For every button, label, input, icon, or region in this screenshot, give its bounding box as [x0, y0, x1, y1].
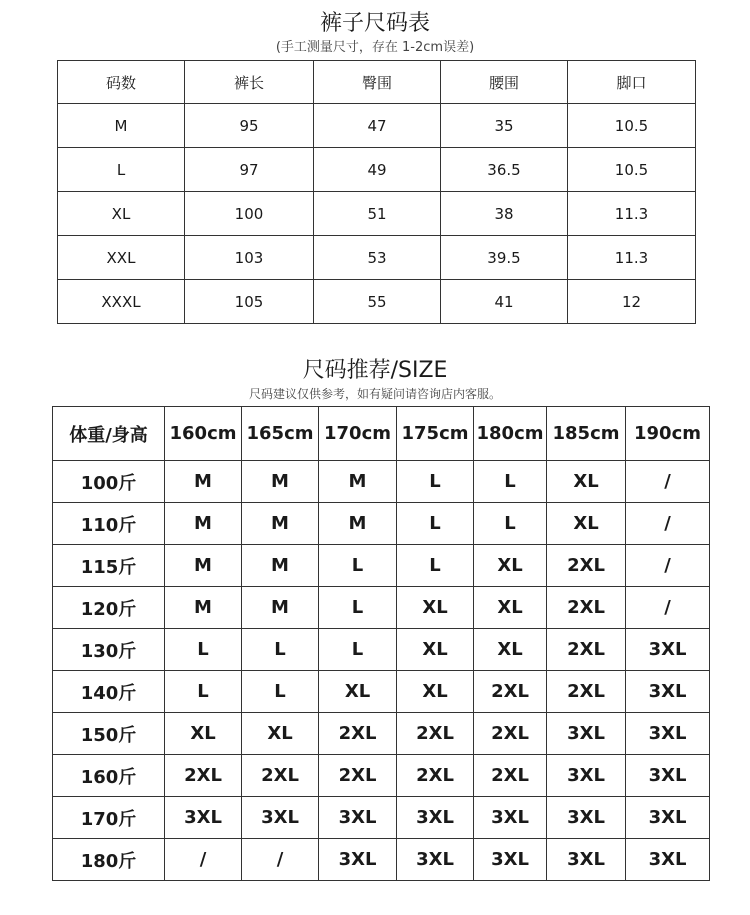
size-recommendation-header-row [53, 407, 710, 461]
table-cell: 2XL [474, 671, 547, 713]
table-cell: / [626, 461, 710, 503]
table-cell: 3XL [474, 839, 547, 881]
table-cell: 2XL [165, 755, 242, 797]
table-cell: 53 [314, 236, 441, 280]
table-cell: 2XL [397, 755, 474, 797]
table-cell: M [242, 503, 319, 545]
pants-size-row [58, 148, 696, 192]
size-recommendation-row [53, 629, 710, 671]
row-label-cell: L [58, 148, 185, 192]
table-cell: M [165, 587, 242, 629]
table-cell: M [319, 503, 397, 545]
table-cell: 3XL [397, 797, 474, 839]
size-recommendation-row [53, 671, 710, 713]
table-cell: 2XL [547, 545, 626, 587]
table-cell: 3XL [547, 839, 626, 881]
table-cell: M [242, 587, 319, 629]
table-cell: XL [397, 587, 474, 629]
column-header: 脚口 [568, 61, 696, 104]
table-cell: L [474, 503, 547, 545]
table-cell: / [242, 839, 319, 881]
table-cell: 3XL [547, 755, 626, 797]
size-recommendation-row [53, 713, 710, 755]
table-cell: L [397, 545, 474, 587]
table-cell: XL [547, 503, 626, 545]
table-cell: 41 [441, 280, 568, 324]
row-label-cell: 100斤 [53, 461, 165, 503]
table-cell: 3XL [626, 755, 710, 797]
table-cell: 2XL [547, 587, 626, 629]
table-cell: 11.3 [568, 236, 696, 280]
table-cell: M [165, 503, 242, 545]
row-label-cell: 170斤 [53, 797, 165, 839]
table-cell: 2XL [397, 713, 474, 755]
table-cell: 3XL [626, 797, 710, 839]
table-cell: 3XL [397, 839, 474, 881]
table-cell: 51 [314, 192, 441, 236]
table-cell: 3XL [626, 713, 710, 755]
table-cell: 3XL [626, 839, 710, 881]
table-cell: 97 [185, 148, 314, 192]
table-cell: XL [397, 671, 474, 713]
table-cell: 2XL [474, 755, 547, 797]
table-cell: L [397, 461, 474, 503]
table-cell: L [242, 629, 319, 671]
table-cell: 2XL [319, 713, 397, 755]
table-cell: XL [547, 461, 626, 503]
size-recommendation-row [53, 545, 710, 587]
row-label-cell: 180斤 [53, 839, 165, 881]
table-cell: M [319, 461, 397, 503]
column-header: 裤长 [185, 61, 314, 104]
row-label-cell: 110斤 [53, 503, 165, 545]
table-cell: XL [474, 587, 547, 629]
table-cell: 3XL [242, 797, 319, 839]
table-cell: 3XL [547, 797, 626, 839]
table-cell: 3XL [626, 629, 710, 671]
table-cell: XL [242, 713, 319, 755]
size-recommendation-row [53, 797, 710, 839]
table-cell: M [242, 545, 319, 587]
column-header: 180cm [474, 407, 547, 461]
table-cell: 100 [185, 192, 314, 236]
row-label-cell: 160斤 [53, 755, 165, 797]
size-recommendation-row [53, 503, 710, 545]
table-cell: 2XL [319, 755, 397, 797]
table-cell: 10.5 [568, 148, 696, 192]
size-recommendation-row [53, 461, 710, 503]
size-recommendation-note: 尺码建议仅供参考，如有疑问请咨询店内客服。 [248, 387, 501, 401]
column-header: 160cm [165, 407, 242, 461]
column-header: 185cm [547, 407, 626, 461]
table-cell: 10.5 [568, 104, 696, 148]
table-cell: 38 [441, 192, 568, 236]
table-cell: L [319, 587, 397, 629]
row-label-cell: 150斤 [53, 713, 165, 755]
row-label-cell: XXXL [58, 280, 185, 324]
table-cell: 55 [314, 280, 441, 324]
row-label-cell: 115斤 [53, 545, 165, 587]
table-cell: 3XL [626, 671, 710, 713]
table-cell: 2XL [474, 713, 547, 755]
table-cell: / [165, 839, 242, 881]
table-cell: 35 [441, 104, 568, 148]
pants-size-chart-note: (手工测量尺寸，存在 1-2cm误差) [275, 40, 475, 55]
column-header: 腰围 [441, 61, 568, 104]
table-cell: L [165, 671, 242, 713]
pants-size-table [57, 60, 696, 324]
size-recommendation-row [53, 587, 710, 629]
table-cell: 2XL [547, 629, 626, 671]
table-cell: 49 [314, 148, 441, 192]
table-cell: 95 [185, 104, 314, 148]
table-cell: 47 [314, 104, 441, 148]
table-cell: XL [165, 713, 242, 755]
table-cell: M [242, 461, 319, 503]
table-cell: L [319, 545, 397, 587]
table-cell: L [474, 461, 547, 503]
table-cell: XL [474, 545, 547, 587]
pants-size-row [58, 104, 696, 148]
table-cell: XL [319, 671, 397, 713]
table-cell: / [626, 587, 710, 629]
column-header: 165cm [242, 407, 319, 461]
column-header: 175cm [397, 407, 474, 461]
table-cell: XL [397, 629, 474, 671]
table-cell: M [165, 545, 242, 587]
row-label-cell: 140斤 [53, 671, 165, 713]
column-header: 体重/身高 [53, 407, 165, 461]
table-cell: 3XL [165, 797, 242, 839]
size-recommendation-table [52, 406, 710, 881]
table-cell: L [165, 629, 242, 671]
table-cell: 3XL [474, 797, 547, 839]
pants-size-header-row [58, 61, 696, 104]
pants-size-row [58, 280, 696, 324]
size-recommendation-row [53, 839, 710, 881]
row-label-cell: M [58, 104, 185, 148]
table-cell: XL [474, 629, 547, 671]
table-cell: 2XL [242, 755, 319, 797]
table-cell: 105 [185, 280, 314, 324]
table-cell: 103 [185, 236, 314, 280]
size-recommendation-title: 尺码推荐/SIZE [302, 358, 448, 383]
pants-size-row [58, 192, 696, 236]
table-cell: 3XL [547, 713, 626, 755]
table-cell: 12 [568, 280, 696, 324]
row-label-cell: XL [58, 192, 185, 236]
table-cell: M [165, 461, 242, 503]
column-header: 190cm [626, 407, 710, 461]
table-cell: 36.5 [441, 148, 568, 192]
row-label-cell: XXL [58, 236, 185, 280]
size-recommendation-row [53, 755, 710, 797]
row-label-cell: 120斤 [53, 587, 165, 629]
table-cell: / [626, 503, 710, 545]
table-cell: 2XL [547, 671, 626, 713]
row-label-cell: 130斤 [53, 629, 165, 671]
table-cell: L [319, 629, 397, 671]
column-header: 170cm [319, 407, 397, 461]
pants-size-row [58, 236, 696, 280]
table-cell: 39.5 [441, 236, 568, 280]
table-cell: 3XL [319, 797, 397, 839]
column-header: 码数 [58, 61, 185, 104]
table-cell: L [397, 503, 474, 545]
table-cell: / [626, 545, 710, 587]
table-cell: 3XL [319, 839, 397, 881]
column-header: 臀围 [314, 61, 441, 104]
table-cell: 11.3 [568, 192, 696, 236]
table-cell: L [242, 671, 319, 713]
pants-size-chart-title: 裤子尺码表 [319, 11, 430, 36]
